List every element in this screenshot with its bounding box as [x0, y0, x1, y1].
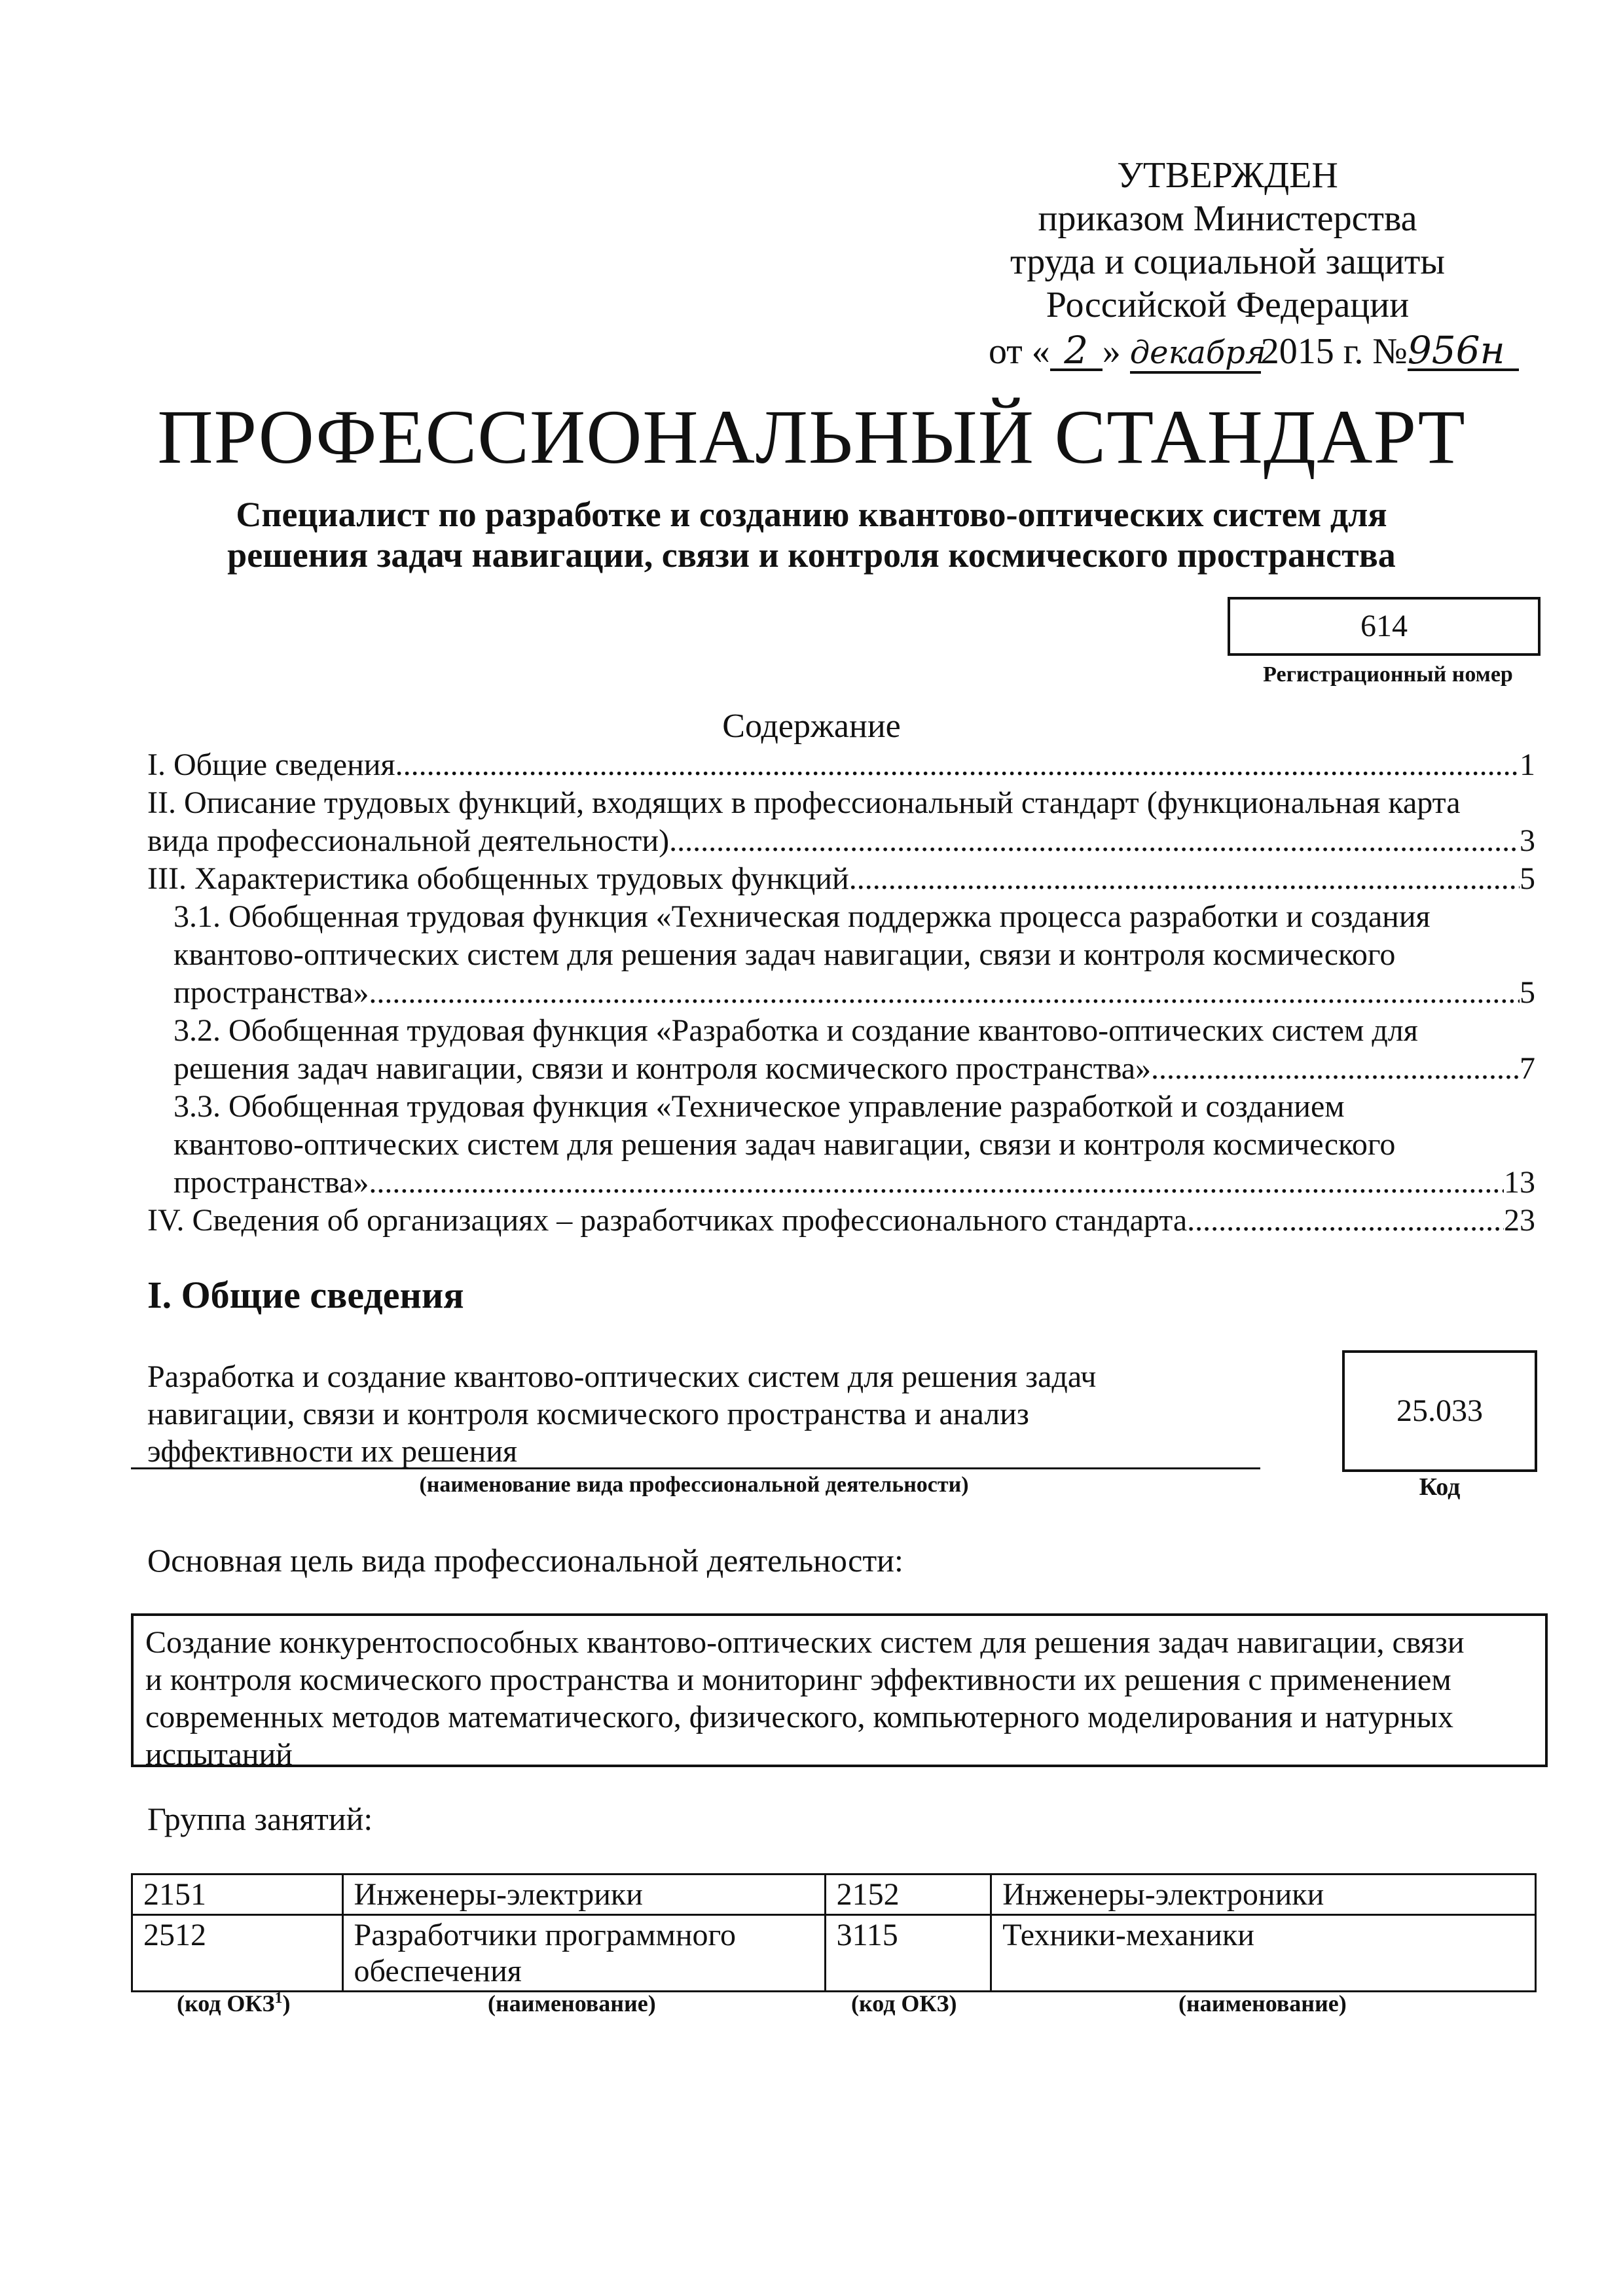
okz-code-cell: 3115: [825, 1915, 991, 1992]
activity-caption: (наименование вида профессиональной деятельности): [419, 1473, 969, 1497]
okz-code-cell: 2151: [132, 1874, 343, 1915]
toc-entry: [147, 860, 1535, 898]
column-caption: (код ОКЗ): [851, 1990, 957, 2017]
date-prefix: от «: [989, 331, 1050, 372]
occupation-group-label: Группа занятий:: [147, 1801, 373, 1837]
okz-code-cell: 2512: [132, 1915, 343, 1992]
toc-entry-label: пространства»: [173, 975, 369, 1010]
toc-page: 5: [1520, 975, 1535, 1010]
standard-subtitle: [131, 494, 1492, 575]
toc-page: 1: [1520, 747, 1535, 782]
occupation-name-cell: Разработчики программного обеспечения: [342, 1915, 825, 1992]
goal-box: [131, 1613, 1548, 1772]
column-caption: (наименование): [1178, 1990, 1347, 2017]
activity-underline: [131, 1467, 1260, 1469]
subtitle-line: Специалист по разработке и созданию квантово-оптических систем для: [236, 495, 1387, 534]
subtitle-line: решения задач навигации, связи и контроля космического пространства: [227, 535, 1396, 575]
approval-line: Российской Федерации: [1046, 285, 1410, 325]
toc-entry: [147, 784, 1535, 860]
activity-name: [147, 1358, 1260, 1470]
goal-line: испытаний: [145, 1737, 293, 1772]
toc-entry: [147, 1202, 1535, 1240]
occupation-table: [131, 1873, 1537, 1992]
approval-line: приказом Министерства: [1038, 198, 1417, 239]
toc-entry-text: 3.3. Обобщенная трудовая функция «Техническое управление разработкой и созданием: [173, 1089, 1345, 1124]
toc-page: 5: [1520, 861, 1535, 896]
year-text: 2015 г. №: [1260, 331, 1408, 372]
section-heading: I. Общие сведения: [147, 1274, 464, 1316]
toc-entry-text: II. Описание трудовых функций, входящих в профессиональный стандарт (функциональная карта: [147, 785, 1461, 820]
activity-line: Разработка и создание квантово-оптических систем для решения задач: [147, 1359, 1097, 1394]
toc-page: 13: [1504, 1165, 1535, 1200]
toc-entry-label: III. Характеристика обобщенных трудовых функций: [147, 861, 849, 896]
toc-entry-text: 3.1. Обобщенная трудовая функция «Техническая поддержка процесса разработки и создания: [173, 899, 1431, 934]
approval-line: УТВЕРЖДЕН: [1117, 155, 1338, 196]
goal-line: и контроля космического пространства и мониторинг эффективности их решения с применением: [145, 1662, 1451, 1697]
goal-line: современных методов математического, физического, компьютерного моделирования и натурных: [145, 1700, 1454, 1734]
toc-entry-label: вида профессиональной деятельности): [147, 823, 670, 858]
toc-entry: [173, 1088, 1535, 1202]
toc-page: 3: [1520, 823, 1535, 858]
activity-line: навигации, связи и контроля космического пространства и анализ: [147, 1397, 1029, 1431]
toc-entry: [173, 1012, 1535, 1088]
okz-code-cell: 2152: [825, 1874, 991, 1915]
toc-entry-text: квантово-оптических систем для решения задач навигации, связи и контроля космического: [173, 1127, 1396, 1162]
handwritten-month: декабря: [1130, 334, 1261, 374]
goal-line: Создание конкурентоспособных квантово-оптических систем для решения задач навигации, связи: [145, 1625, 1465, 1660]
toc-entry-label: IV. Сведения об организациях – разработчиках профессионального стандарта: [147, 1203, 1188, 1238]
table-row: [132, 1915, 1536, 1992]
approval-date-line: [989, 328, 1519, 374]
registration-number-box: 614: [1228, 597, 1541, 656]
registration-number-label: Регистрационный номер: [1263, 662, 1513, 687]
table-row: [132, 1874, 1536, 1915]
activity-code-caption: Код: [1419, 1473, 1461, 1501]
toc-page: 7: [1520, 1051, 1535, 1086]
date-close: »: [1102, 331, 1121, 372]
toc-entry-label: I. Общие сведения: [147, 747, 395, 782]
toc-entry-label: решения задач навигации, связи и контроля космического пространства»: [173, 1051, 1152, 1086]
toc-page: 23: [1504, 1203, 1535, 1238]
toc-entry-label: пространства»: [173, 1165, 369, 1200]
column-caption: (наименование): [488, 1990, 656, 2017]
occupation-name-cell: Техники-механики: [991, 1915, 1536, 1992]
activity-line: эффективности их решения: [147, 1434, 518, 1469]
toc-entry: [147, 746, 1535, 784]
column-caption: (код ОКЗ$^1$): [177, 1990, 291, 2017]
toc-entry: [173, 898, 1535, 1012]
page-title: ПРОФЕССИОНАЛЬНЫЙ СТАНДАРТ: [157, 394, 1466, 480]
activity-code-box: 25.033: [1342, 1350, 1537, 1472]
handwritten-day: 2: [1050, 332, 1103, 371]
occupation-name-cell: Инженеры-электрики: [342, 1874, 825, 1915]
toc-entry-text: 3.2. Обобщенная трудовая функция «Разработка и создание квантово-оптических систем для: [173, 1013, 1418, 1048]
footnote-mark: 1: [274, 1990, 283, 2007]
approval-line: труда и социальной защиты: [1010, 242, 1445, 282]
toc-title: Содержание: [722, 708, 901, 745]
goal-label: Основная цель вида профессиональной деятельности:: [147, 1542, 903, 1579]
handwritten-order-number: 956н: [1408, 332, 1519, 371]
occupation-name-cell: Инженеры-электроники: [991, 1874, 1536, 1915]
approval-block: [917, 154, 1539, 327]
toc-entry-text: квантово-оптических систем для решения задач навигации, связи и контроля космического: [173, 937, 1396, 972]
